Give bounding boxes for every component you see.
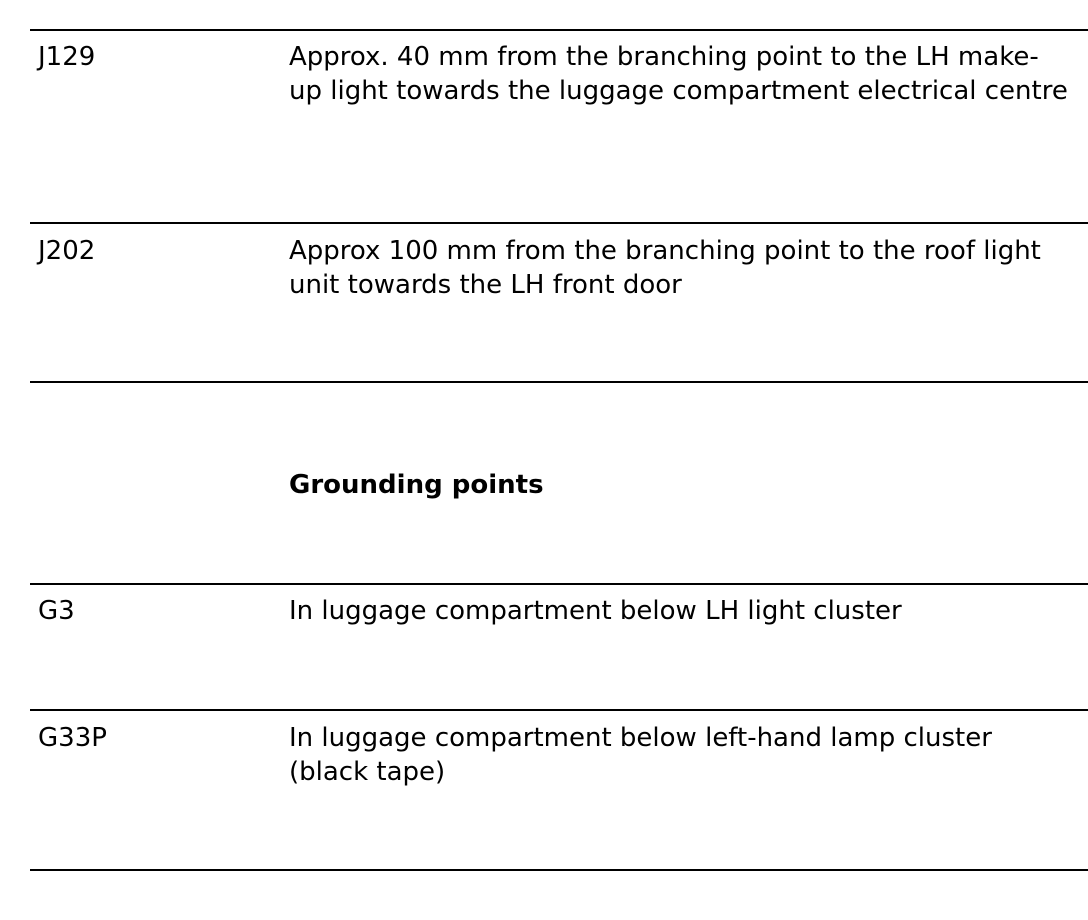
table-divider: [30, 869, 1088, 871]
grounding-code: G33P: [38, 723, 107, 753]
connector-code: J202: [38, 236, 96, 266]
connector-description: Approx. 40 mm from the branching point to the LH make-up light towards the luggage compartment electrical centre: [289, 42, 1068, 106]
table-divider: [30, 29, 1088, 31]
grounding-code: G3: [38, 596, 75, 626]
grounding-description: In luggage compartment below left-hand lamp cluster (black tape): [289, 723, 992, 787]
table-divider: [30, 583, 1088, 585]
grounding-description: In luggage compartment below LH light cluster: [289, 596, 902, 626]
table-divider: [30, 381, 1088, 383]
connector-code: J129: [38, 42, 96, 72]
table-divider: [30, 222, 1088, 224]
section-heading: Grounding points: [289, 470, 544, 500]
table-divider: [30, 709, 1088, 711]
connector-description: Approx 100 mm from the branching point to the roof light unit towards the LH front door: [289, 236, 1041, 300]
